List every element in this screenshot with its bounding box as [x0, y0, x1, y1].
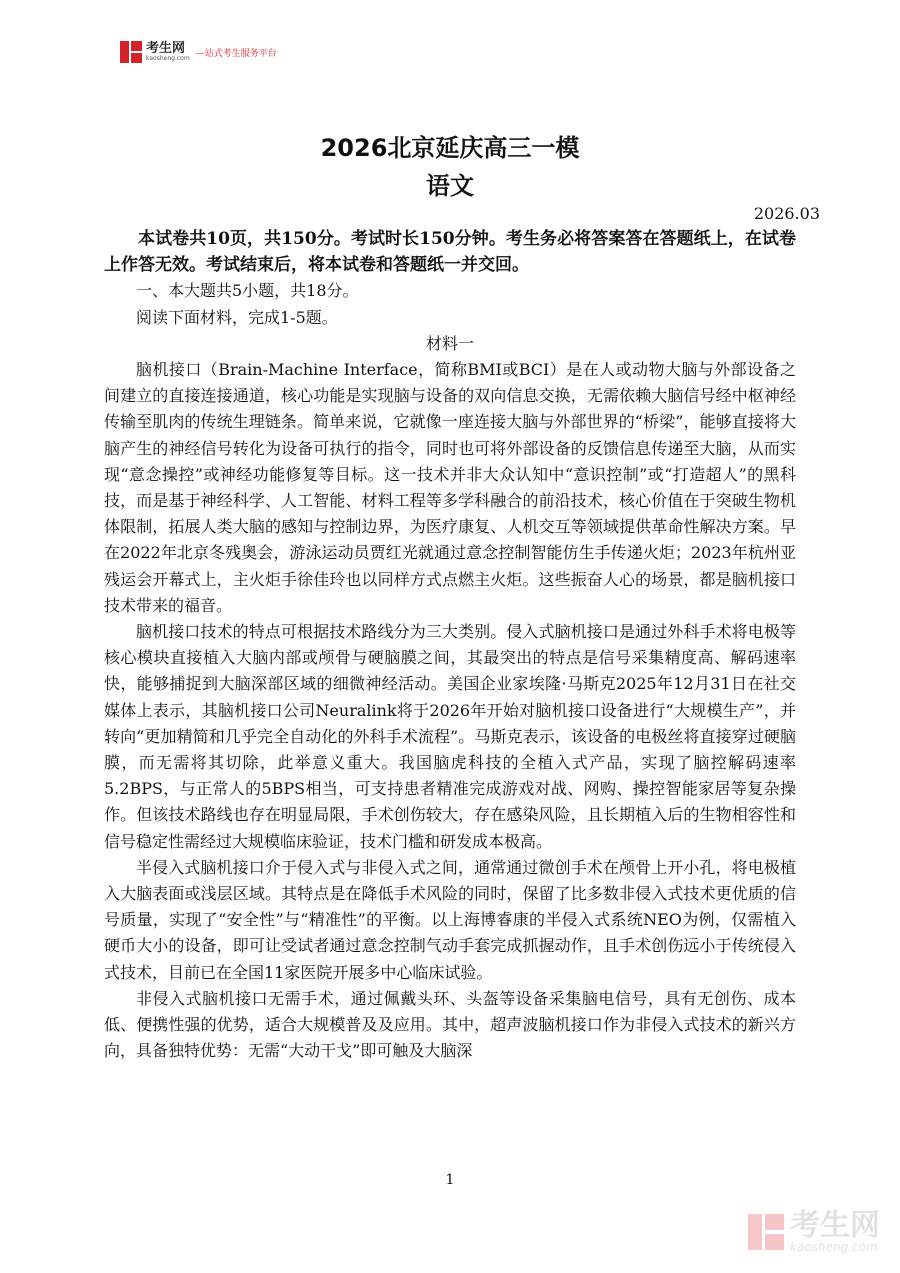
exam-title: 2026北京延庆高三一模	[320, 134, 580, 162]
document-body	[104, 226, 796, 1065]
header-logo	[120, 40, 277, 64]
paragraph: 脑机接口技术的特点可根据技术路线分为三大类别。侵入式脑机接口是通过外科手术将电极等核心模块直接植入大脑内部或颅骨与硬脑膜之间，其最突出的特点是信号采集精度高、解码速率快，能够捕捉到大脑深部区域的细微神经活动。美国企业家埃隆·马斯克2025年12月31日在社交媒体上表示，其脑机接口公司Neuralink将于2026年开始对脑机接口设备进行“大规模生产”，并转向“更加精简和几乎完全自动化的外科手术流程”。马斯克表示，该设备的电极丝将直接穿过硬脑膜，而无需将其切除，此举意义重大。我国脑虎科技的全植入式产品，实现了脑控解码速率5.2BPS，与正常人的5BPS相当，可支持患者精准完成游戏对战、网购、操控智能家居等复杂操作。但该技术路线也存在明显局限，手术创伤较大，存在感染风险，且长期植入后的生物相容性和信号稳定性需经过大规模临床验证，技术门槛和研发成本极高。	[104, 622, 796, 851]
logo-name: 考生网	[146, 41, 186, 56]
logo-domain: kaosheng.com	[146, 55, 190, 62]
watermark-domain: kaosheng.com	[790, 1240, 878, 1254]
exam-date: 2026.03	[753, 204, 820, 223]
brand-logo-icon	[120, 41, 142, 63]
watermark-logo-icon	[748, 1214, 784, 1250]
exam-notice: 本试卷共10页，共150分。考试时长150分钟。考生务必将答案答在答题纸上，在试卷上作答无效。考试结束后，将本试卷和答题纸一并交回。	[104, 229, 796, 276]
material-title: 材料一	[425, 333, 474, 353]
watermark-name: 考生网	[790, 1208, 880, 1243]
exam-subject: 语文	[426, 172, 474, 200]
logo-slogan: —站式考生服务平台	[195, 48, 277, 59]
paragraph: 非侵入式脑机接口无需手术，通过佩戴头环、头盔等设备采集脑电信号，具有无创伤、成本低、便携性强的优势，适合大规模普及及应用。其中，超声波脑机接口作为非侵入式技术的新兴方向，具备独特优势：无需“大动干戈”即可触及大脑深	[104, 988, 796, 1061]
paragraph: 脑机接口（Brain-Machine Interface，简称BMI或BCI）是在人或动物大脑与外部设备之间建立的直接连接通道，核心功能是实现脑与设备的双向信息交换，无需依赖大脑信号经中枢神经传输至肌肉的传统生理链条。简单来说，它就像一座连接大脑与外部世界的“桥梁”，能够直接将大脑产生的神经信号转化为设备可执行的指令，同时也可将外部设备的反馈信息传递至大脑，从而实现“意念操控”或神经功能修复等目标。这一技术并非大众认知中“意识控制”或“打造超人”的黑科技，而是基于神经科学、人工智能、材料工程等多学科融合的前沿技术，核心价值在于突破生物机体限制，拓展人类大脑的感知与控制边界，为医疗康复、人机交互等领域提供革命性解决方案。早在2022年北京冬残奥会，游泳运动员贾红光就通过意念控制智能仿生手传递火炬；2023年杭州亚残运会开幕式上，主火炬手徐佳玲也以同样方式点燃主火炬。这些振奋人心的场景，都是脑机接口技术带来的福音。	[104, 360, 796, 615]
paragraph: 半侵入式脑机接口介于侵入式与非侵入式之间，通常通过微创手术在颅骨上开小孔，将电极植入大脑表面或浅层区域。其特点是在降低手术风险的同时，保留了比多数非侵入式技术更优质的信号质量，实现了“安全性”与“精准性”的平衡。以上海博睿康的半侵入式系统NEO为例，仅需植入硬币大小的设备，即可让受试者通过意念控制气动手套完成抓握动作，且手术创伤远小于传统侵入式技术，目前已在全国11家医院开展多中心临床试验。	[104, 857, 796, 982]
section-instruction: 阅读下面材料，完成1-5题。	[136, 307, 338, 327]
watermark	[748, 1208, 880, 1254]
page-number: 1	[445, 1172, 455, 1188]
section-heading: 一、本大题共5小题，共18分。	[136, 281, 359, 301]
